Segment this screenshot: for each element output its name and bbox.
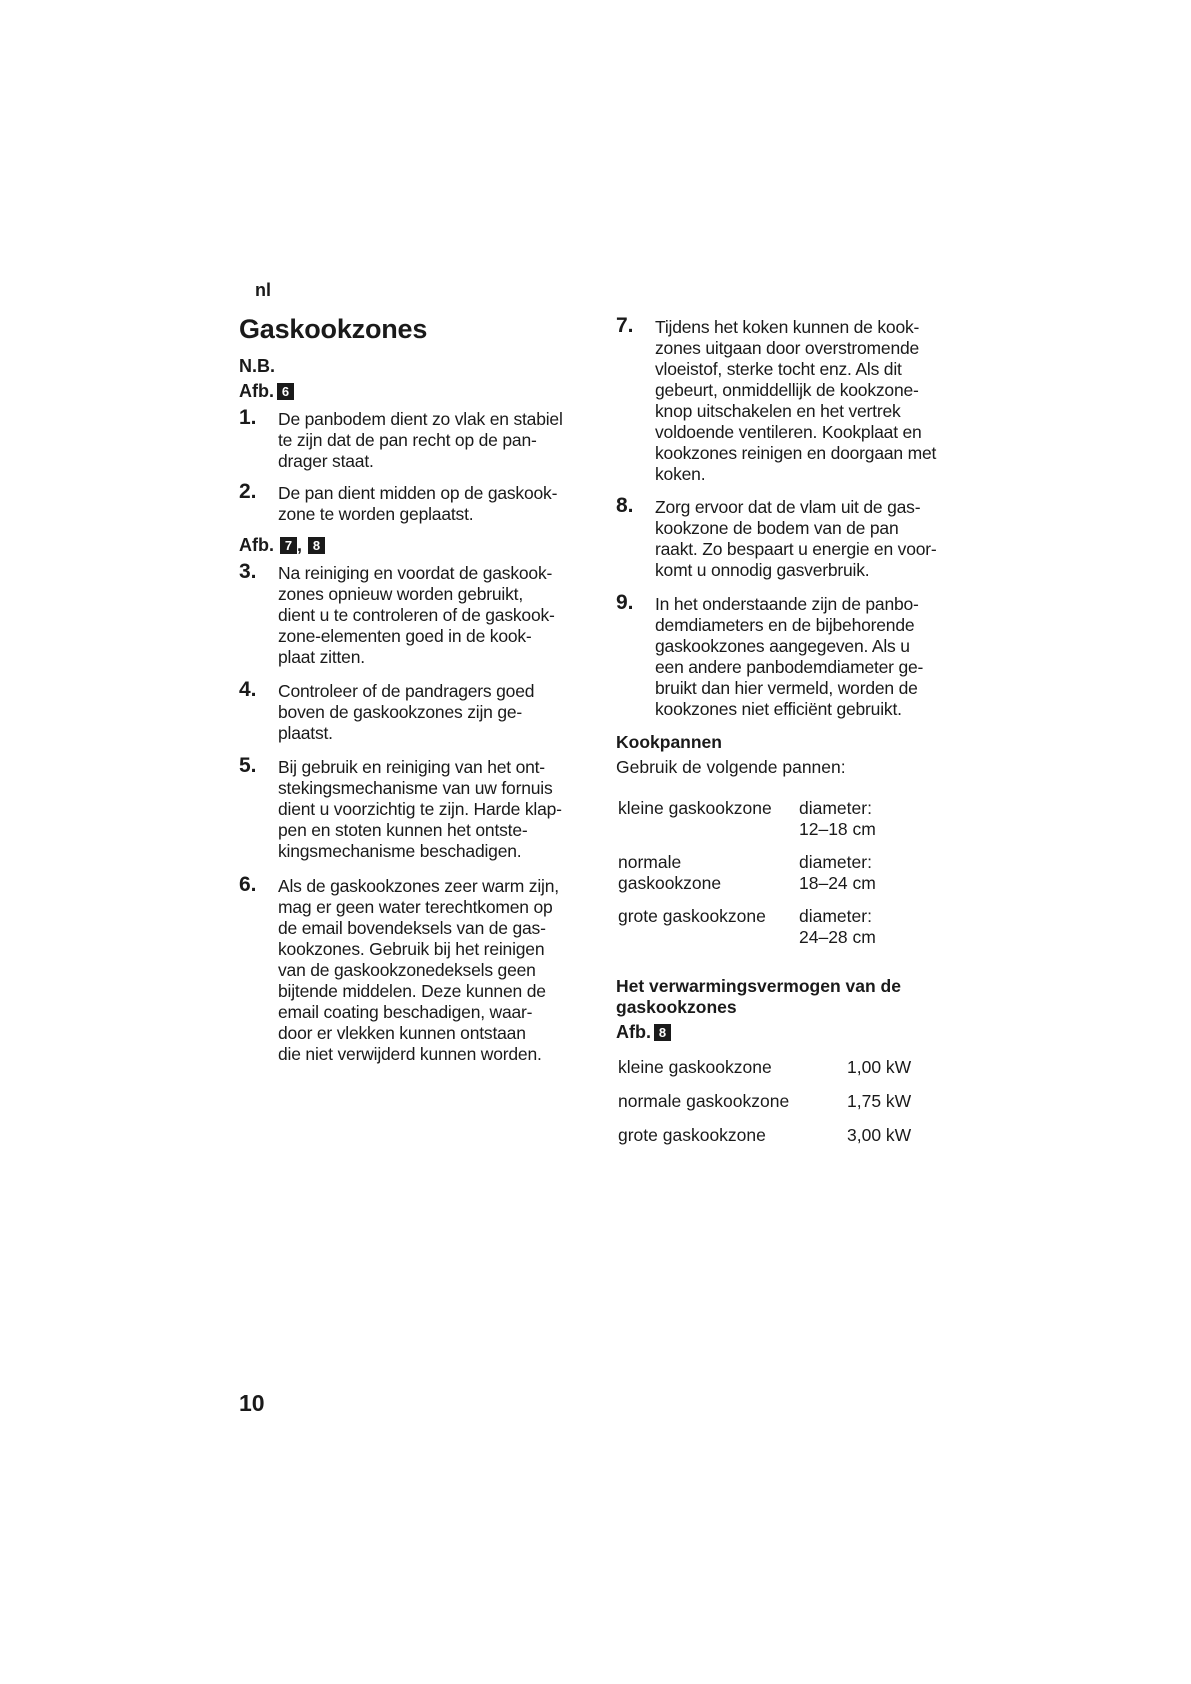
zone-name: normale gaskookzone (618, 852, 722, 893)
figure-reference-8 (616, 1022, 671, 1043)
figure-reference-7-8 (239, 535, 325, 556)
zone-diameter: diameter: 18–24 cm (799, 852, 876, 893)
list-item-text: Tijdens het koken kunnen de kook- zones uitgaan door overstromende vloeistof, sterke tocht enz. Als dit gebeurt, onmiddellijk de kookzone- knop uitschakelen en het vertrek voldoende ventileren. Kookplaat en kookzones reinigen en doorgaan met koken. (655, 317, 937, 484)
zone-name: grote gaskookzone (618, 1125, 766, 1145)
figure-number-badge: 8 (308, 537, 325, 554)
figure-separator: , (297, 535, 303, 555)
list-item-4 (239, 678, 609, 744)
list-item-2 (239, 480, 609, 525)
zone-power: 3,00 kW (847, 1125, 912, 1145)
figure-number-badge: 7 (280, 537, 297, 554)
list-item-number: 1. (239, 406, 257, 429)
list-item-number: 3. (239, 560, 257, 583)
language-code: nl (255, 280, 271, 300)
list-item-text: Bij gebruik en reiniging van het ont- stekingsmechanisme van uw fornuis dient u voorzichtig te zijn. Harde klap- pen en stoten kunnen het ontste- kingsmechanisme beschadigen. (278, 757, 562, 861)
figure-number-badge: 6 (277, 383, 294, 400)
list-item-number: 8. (616, 494, 634, 517)
figure-reference-label: Afb. (616, 1022, 651, 1042)
figure-number-badge: 8 (654, 1024, 671, 1041)
zone-name: kleine gaskookzone (618, 1057, 772, 1077)
zone-name: grote gaskookzone (618, 906, 766, 926)
figure-reference-label: Afb. (239, 381, 274, 401)
zone-name: kleine gaskookzone (618, 798, 772, 818)
list-item-number: 2. (239, 480, 257, 503)
zone-diameter: diameter: 24–28 cm (799, 906, 876, 947)
list-item-5 (239, 754, 609, 862)
list-item-number: 7. (616, 314, 634, 337)
list-item-text: In het onderstaande zijn de panbo- demdiameters en de bijbehorende gaskookzones aangegeven. Als u een andere panbodemdiameter ge- bruikt dan hier vermeld, worden de kookzones niet efficiënt gebruikt. (655, 594, 924, 719)
kookpannen-intro: Gebruik de volgende pannen: (616, 757, 846, 777)
figure-reference-6 (239, 381, 294, 402)
vermogen-heading: Het verwarmingsvermogen van de gaskookzones (616, 976, 901, 1017)
kookpannen-heading: Kookpannen (616, 732, 722, 752)
page-number: 10 (239, 1390, 265, 1416)
list-item-8 (616, 494, 986, 581)
list-item-text: De panbodem dient zo vlak en stabiel te zijn dat de pan recht op de pan- drager staat. (278, 409, 563, 471)
list-item-3 (239, 560, 609, 668)
list-item-number: 4. (239, 678, 257, 701)
list-item-6 (239, 873, 609, 1065)
zone-name: normale gaskookzone (618, 1091, 790, 1111)
nb-heading: N.B. (239, 356, 275, 376)
zone-power: 1,75 kW (847, 1091, 912, 1111)
list-item-text: Zorg ervoor dat de vlam uit de gas- kookzone de bodem van de pan raakt. Zo bespaart u energie en voor- komt u onnodig gasverbruik. (655, 497, 937, 580)
zone-diameter: diameter: 12–18 cm (799, 798, 876, 839)
list-item-number: 9. (616, 591, 634, 614)
list-item-number: 6. (239, 873, 257, 896)
list-item-text: Als de gaskookzones zeer warm zijn, mag er geen water terechtkomen op de email bovendeksels van de gas- kookzones. Gebruik bij het reinigen van de gaskookzonedeksels geen bijtende middelen. Deze kunnen de email coating beschadigen, waar- door er vlekken kunnen ontstaan die niet verwijderd kunnen worden. (278, 876, 559, 1064)
list-item-7 (616, 314, 986, 485)
list-item-1 (239, 406, 609, 472)
list-item-text: De pan dient midden op de gaskook- zone te worden geplaatst. (278, 483, 558, 524)
list-item-text: Na reiniging en voordat de gaskook- zones opnieuw worden gebruikt, dient u te controleren of de gaskook- zone-elementen goed in de kook- plaat zitten. (278, 563, 555, 667)
list-item-9 (616, 591, 986, 720)
list-item-text: Controleer of de pandragers goed boven de gaskookzones zijn ge- plaatst. (278, 681, 535, 743)
page-title: Gaskookzones (239, 314, 428, 344)
zone-power: 1,00 kW (847, 1057, 912, 1077)
figure-reference-label: Afb. (239, 535, 274, 555)
list-item-number: 5. (239, 754, 257, 777)
